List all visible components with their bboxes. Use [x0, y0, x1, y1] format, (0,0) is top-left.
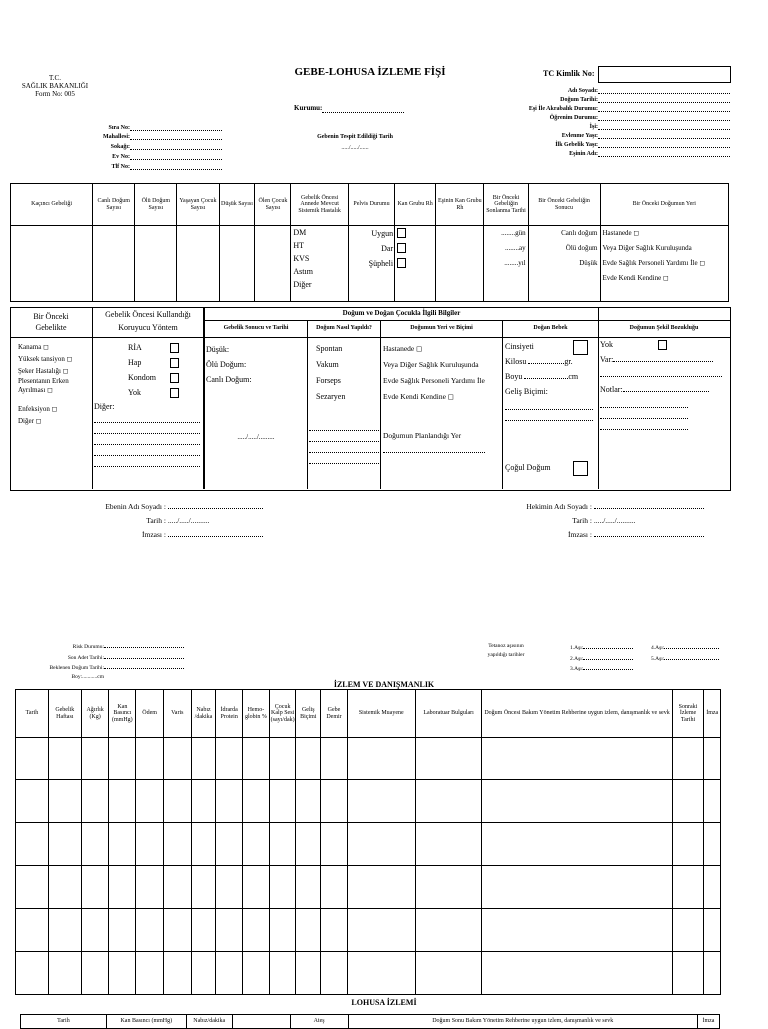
anomaly-field[interactable] [600, 370, 722, 377]
field-input[interactable] [598, 141, 730, 148]
field-input[interactable] [598, 105, 730, 112]
table-row [16, 738, 721, 780]
field-label: İşi: [589, 124, 598, 130]
risk-field[interactable] [104, 652, 184, 659]
risk-label: Risk Durumu: [72, 644, 104, 650]
ministry-block [10, 74, 100, 98]
field-input[interactable] [598, 123, 730, 130]
tespit-label: Gebenin Tespit Edildiği Tarih [317, 134, 393, 140]
cell-input[interactable] [93, 226, 135, 302]
interval-item[interactable]: ........ay [505, 244, 526, 252]
disease-item[interactable]: HT [293, 241, 305, 250]
multiple-birth [505, 461, 597, 476]
monitoring-table [15, 689, 721, 995]
sig-field[interactable] [168, 530, 263, 537]
contra-title-line: Koruyucu Yöntem [118, 323, 178, 332]
cell-input[interactable] [11, 226, 93, 302]
kurum-field[interactable] [322, 106, 404, 113]
dose-label: 5.Aşı: [651, 655, 665, 662]
prev-complication-list: Kanama ◻ Yüksek tansiyon ◻ Şeker Hastalığı ◻ Plesentanın Erken Ayrılması ◻ Enfeksiyon ◻ Diğer ◻ [18, 343, 73, 425]
col-header: Ateş [290, 1015, 348, 1029]
col-header: Doğum Sonu Bakım Yönetim Rehberine uygun izlem, danışmanlık ve sevk [348, 1015, 697, 1029]
field-input[interactable] [130, 143, 222, 150]
field-input[interactable] [130, 153, 222, 160]
contraception-title [93, 308, 203, 334]
place-item[interactable]: Evde Sağlık Personeli Yardımı İle [602, 259, 698, 267]
method-item[interactable]: Vakum [316, 360, 339, 369]
risk-label: Son Adet Tarihi: [67, 654, 104, 661]
outcome-date[interactable]: ...../...../......... [237, 433, 275, 441]
table-row [16, 866, 721, 909]
birth-header: Doğum Nasıl Yapıldı? [316, 325, 372, 331]
birth-header: Doğumun Şekil Bozukluğu [629, 325, 699, 331]
vaccine-label-line: Tetanoz aşısının [488, 643, 524, 649]
sig-label: Hekimin Adı Soyadı [526, 502, 588, 511]
contra-other-lines[interactable] [94, 412, 200, 467]
vaccine-label [478, 642, 534, 659]
pelvis-option: Şüpheli [368, 259, 394, 268]
sig-label: Ebenin Adı Soyadı [105, 502, 162, 511]
field-input[interactable] [598, 132, 730, 139]
col-header: Düşük Sayısı [219, 184, 255, 226]
checkbox[interactable] [397, 228, 406, 238]
field-input[interactable] [598, 114, 730, 121]
risk-field[interactable] [104, 662, 184, 669]
field-label: Mahallesi: [103, 134, 130, 140]
cell-input[interactable] [255, 226, 291, 302]
delivery-method-list [316, 341, 376, 405]
outcome-item[interactable]: Ölü Doğum: [206, 360, 247, 369]
col-header: Kan Basıncı (mmHg) [109, 690, 136, 738]
col-header: Bir Önceki Doğumun Yeri [600, 184, 729, 226]
field-label: Tlf No: [111, 164, 130, 170]
monitoring-title: İZLEM VE DANIŞMANLIK [333, 680, 435, 689]
cell-input[interactable] [135, 226, 177, 302]
col-header: Nabız/dakika [186, 1015, 232, 1029]
contra-item: Yok [128, 388, 141, 397]
baby-weight-label: Kilosu [505, 357, 527, 366]
sig-label: İmzası [142, 530, 162, 539]
checkbox[interactable] [397, 258, 406, 268]
sex-box[interactable] [573, 340, 588, 355]
form-number: Form No: 005 [35, 90, 75, 99]
contra-title-line: Gebelik Öncesi Kullandığı [105, 310, 191, 319]
col-header: Sonraki İzleme Tarihi [672, 690, 704, 738]
pelvis-checkboxes [395, 226, 436, 302]
ministry-line2: SAĞLIK BAKANLIĞI [21, 82, 89, 91]
table-row [16, 952, 721, 995]
prev-pregnancy-title [11, 311, 91, 333]
dose-field[interactable] [664, 653, 719, 660]
col-header: Çocuk Kalp Sesi (sayı/dak) [269, 690, 296, 738]
sig-field[interactable] [168, 502, 263, 509]
dose-field[interactable] [583, 663, 633, 670]
outcome-list [206, 342, 306, 387]
field-label: Adı Soyadı: [567, 88, 598, 94]
place-item[interactable]: Hastanede [383, 344, 415, 353]
checkbox[interactable] [397, 243, 406, 253]
postpartum-title: LOHUSA İZLEMİ [351, 998, 417, 1007]
date-fill[interactable]: : ...../...../.......... [163, 516, 210, 525]
col-header: Bir Önceki Gebeliğin Sonlanma Tarihi [484, 184, 528, 226]
col-header: Bir Önceki Gebeliğin Sonucu [528, 184, 600, 226]
dose-field[interactable] [664, 642, 719, 649]
place-item[interactable]: Evde Sağlık Personeli Yardımı İle [383, 376, 485, 385]
contra-other-label: Diğer: [94, 402, 115, 411]
col-header: Hemo-globin % [243, 690, 270, 738]
interval-item[interactable]: ........yıl [504, 259, 526, 267]
baby-sex-label: Cinsiyeti [505, 342, 534, 352]
col-header: Tarih [21, 1015, 107, 1029]
col-header: Kan Basıncı (mmHg) [106, 1015, 186, 1029]
dose-label: 2.Aşı: [570, 655, 584, 662]
col-header: Ağırlık (Kg) [81, 690, 109, 738]
anomaly-yes-label: Var: [600, 355, 614, 364]
interval-list [484, 226, 528, 302]
outcome-item[interactable]: Düşük [579, 259, 598, 267]
col-header: Nabız /dakika [191, 690, 216, 738]
prev-item[interactable]: Kanama [18, 343, 42, 351]
dose-label: 1.Aşı: [570, 645, 584, 651]
checkbox[interactable] [170, 358, 179, 368]
contraception-list [128, 340, 198, 400]
place-item[interactable]: Hastanede [602, 229, 632, 237]
col-header: Kaçıncı Gebeliği [11, 184, 93, 226]
sig-field[interactable] [594, 502, 704, 509]
baby-height-label: Boyu [505, 372, 523, 381]
ministry-line1: T.C. [49, 74, 61, 82]
checkbox[interactable] [170, 343, 179, 353]
field-label: Doğum Tarihi: [560, 97, 598, 103]
dose-field[interactable] [583, 642, 633, 649]
sig-label: İmzası [568, 530, 588, 539]
field-label: Ev No: [112, 154, 130, 160]
col-header: İmza [697, 1015, 719, 1029]
birth-header: Gebelik Sonucu ve Tarihi [223, 325, 289, 331]
col-header: Eşinin Kan Grubu Rh [436, 184, 484, 226]
col-header: Yaşayan Çocuk Sayısı [177, 184, 219, 226]
vaccine-label-line: yapıldığı tarihler [487, 651, 525, 658]
midwife-signature: Ebenin Adı Soyadı : Tarih : ...../...../.......... İmzası : [60, 500, 320, 542]
notes-field[interactable] [623, 385, 709, 392]
pelvis-option: Uygun [371, 229, 394, 238]
place-item[interactable]: Evde Kendi Kendine [602, 274, 662, 282]
field-label: Sokağı: [110, 144, 130, 150]
place-item[interactable]: Veya Diğer Sağlık Kuruluşunda [602, 244, 692, 252]
col-header: Varis [163, 690, 191, 738]
birth-header: Doğan Bebek [533, 325, 568, 331]
pelvis-option: Dar [381, 244, 394, 253]
sig-label: Tarih [146, 516, 162, 525]
height-field[interactable] [524, 372, 568, 379]
col-header: Sistemik Muayene [347, 690, 415, 738]
disease-item[interactable]: Diğer [293, 280, 312, 289]
risk-fields [20, 641, 190, 681]
dose-label: 3.Aşı: [570, 666, 584, 672]
weight-unit: gr. [564, 357, 573, 366]
vaccine-doses-2 [651, 642, 731, 663]
method-lines[interactable] [309, 420, 379, 464]
table-row [16, 780, 721, 823]
field-label: Evlenme Yaşı: [561, 133, 598, 139]
col-header: Tarih [16, 690, 49, 738]
col-header: Gebe Demir [321, 690, 348, 738]
disease-item[interactable]: KVS [293, 254, 310, 263]
planned-place-field[interactable] [383, 446, 485, 453]
height-label[interactable]: Boy:...........cm [71, 673, 104, 680]
disease-item[interactable]: Astım [293, 267, 313, 276]
prev-title-line: Bir Önceki [33, 312, 69, 321]
sig-label: Tarih [572, 516, 588, 525]
page-title: GEBE-LOHUSA İZLEME FİŞİ [294, 66, 446, 78]
place-item[interactable]: Veya Diğer Sağlık Kuruluşunda [383, 360, 479, 369]
pelvis-list [348, 226, 394, 302]
anomaly-field[interactable] [613, 355, 713, 362]
history-table [10, 183, 729, 302]
method-item[interactable]: Spontan [316, 344, 343, 353]
prev-item[interactable]: Diğer [18, 417, 34, 425]
contra-item: RİA [128, 343, 142, 352]
col-header [232, 1015, 290, 1029]
birth-place-list: Hastanede ◻ Veya Diğer Sağlık Kuruluşunda Evde Sağlık Personeli Yardımı İle Evde Kendi Kendine ◻ [383, 344, 485, 401]
col-header: Ödem [136, 690, 164, 738]
col-header: Doğum Öncesi Bakım Yönetim Rehberine uygun izlem, danışmanlık ve sevk [482, 690, 672, 738]
field-input[interactable] [598, 150, 730, 157]
notes-label: Notlar: [600, 385, 623, 394]
tc-label: TC Kimlik No: [543, 69, 595, 78]
field-label: İlk Gebelik Yaşı: [555, 142, 598, 148]
anomaly-info [600, 340, 728, 430]
checkbox[interactable] [170, 373, 179, 383]
prev-title-line: Gebelikte [35, 323, 67, 332]
field-input[interactable] [598, 96, 730, 103]
cell-input[interactable] [436, 226, 484, 302]
method-item[interactable]: Forseps [316, 376, 341, 385]
field-input[interactable] [130, 133, 222, 140]
presentation-label: Geliş Biçimi: [505, 387, 548, 396]
interval-item[interactable]: ........gün [501, 229, 526, 237]
sig-field[interactable] [594, 530, 704, 537]
cell-input[interactable] [177, 226, 219, 302]
field-label: Öğrenim Durumu: [549, 115, 598, 121]
checkbox[interactable] [658, 340, 667, 350]
outcome-list [528, 226, 600, 302]
tc-input[interactable] [598, 66, 731, 83]
birth-info-title: Doğum ve Doğan Çocukla İlgili Bilgiler [342, 309, 461, 317]
disease-list [291, 226, 349, 302]
field-input[interactable] [130, 124, 222, 131]
place-list: Hastanede ◻ Veya Diğer Sağlık Kuruluşunda Evde Sağlık Personeli Yardımı İle ◻ Evde Kendi Kendine ◻ [600, 226, 729, 302]
col-header: Canlı Doğum Sayısı [93, 184, 135, 226]
method-item[interactable]: Sezaryen [316, 392, 346, 401]
anomaly-none-label: Yok [600, 340, 613, 349]
disease-item[interactable]: DM [293, 228, 307, 237]
prev-item[interactable]: Plesentanın Erken Ayrılması [18, 377, 69, 394]
outcome-item[interactable]: Ölü doğum [565, 244, 598, 252]
doctor-signature: Hekimin Adı Soyadı : Tarih : ...../...../.......... İmzası : [480, 500, 740, 542]
field-label: Eşi İle Akrabalık Durumu: [528, 106, 598, 112]
checkbox[interactable] [170, 388, 179, 398]
risk-field[interactable] [104, 641, 184, 648]
col-header: Laboratuar Bulguları [415, 690, 482, 738]
table-row [16, 823, 721, 866]
table-row [16, 909, 721, 952]
prev-item[interactable]: Şeker Hastalığı [18, 367, 61, 375]
outcome-item[interactable]: Düşük: [206, 345, 230, 354]
field-input[interactable] [130, 163, 222, 170]
tespit-date[interactable]: ...../...../...... [341, 145, 369, 151]
multiple-birth-box[interactable] [573, 461, 588, 476]
prev-item[interactable]: Yüksek tansiyon [18, 355, 65, 363]
contra-item: Kondom [128, 373, 156, 382]
multiple-birth-label: Çoğul Doğum [505, 463, 551, 473]
planned-place-label: Doğumun Planlandığı Yer [383, 431, 462, 440]
field-label: Eşinin Adı: [569, 151, 598, 157]
outcome-item[interactable]: Canlı doğum [561, 229, 598, 237]
dose-field[interactable] [583, 653, 633, 660]
baby-info [505, 340, 597, 421]
outcome-item[interactable]: Canlı Doğum: [206, 375, 252, 384]
col-header: İmza [704, 690, 721, 738]
col-header: Pelvis Durumu [348, 184, 394, 226]
date-fill[interactable]: : ...../...../.......... [589, 516, 636, 525]
col-header: Ölen Çocuk Sayısı [255, 184, 291, 226]
col-header: Geliş Biçimi [296, 690, 321, 738]
birth-header: Doğumun Yeri ve Biçimi [410, 325, 473, 331]
place-item[interactable]: Evde Kendi Kendine [383, 392, 446, 401]
kurum-label: Kurumu: [294, 104, 323, 112]
vaccine-doses-1 [570, 642, 650, 674]
risk-label: Beklenen Doğum Tarihi: [49, 665, 104, 671]
field-label: Sıra No: [108, 125, 130, 131]
weight-field[interactable] [528, 357, 564, 364]
contra-item: Hap [128, 358, 142, 367]
col-header: Ölü Doğum Sayısı [135, 184, 177, 226]
cell-input[interactable] [219, 226, 255, 302]
col-header: Kan Grubu Rh [395, 184, 436, 226]
height-unit: cm [568, 372, 579, 381]
postpartum-table [20, 1014, 720, 1029]
col-header: İdrarda Protein [216, 690, 243, 738]
field-input[interactable] [598, 87, 730, 94]
col-header: Gebelik Haftası [48, 690, 81, 738]
dose-label: 4.Aşı: [651, 645, 665, 651]
prev-item[interactable]: Enfeksiyon [18, 405, 50, 413]
col-header: Gebelik Öncesi Annede Mevcut Sistemik Hastalık [291, 184, 349, 226]
